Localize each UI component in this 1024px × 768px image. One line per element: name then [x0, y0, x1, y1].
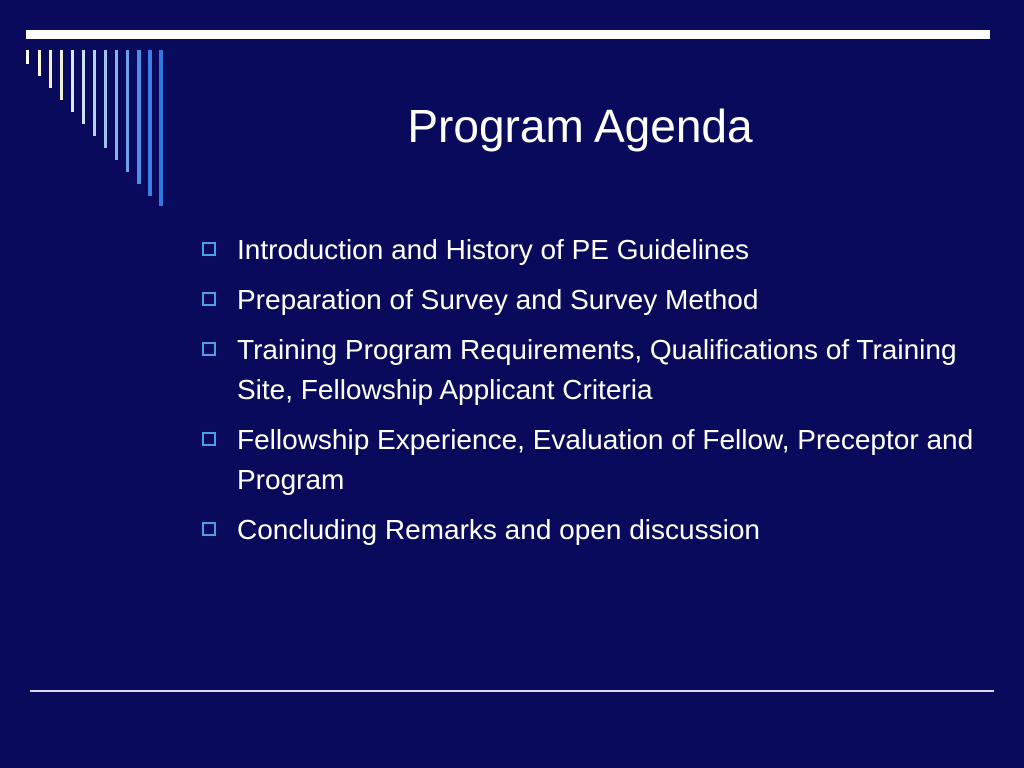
- list-item: [196, 510, 986, 550]
- vertical-stripes-decoration: [0, 0, 200, 220]
- agenda-item-text: Fellowship Experience, Evaluation of Fellow, Preceptor and Program: [237, 424, 974, 495]
- stripe: [104, 50, 107, 148]
- list-item: [196, 420, 986, 500]
- stripe: [71, 50, 74, 112]
- agenda-item-text: Preparation of Survey and Survey Method: [237, 284, 759, 315]
- hollow-square-icon: [202, 432, 216, 446]
- stripe: [148, 50, 152, 196]
- agenda-list: [196, 230, 986, 560]
- hollow-square-icon: [202, 522, 216, 536]
- stripe: [49, 50, 52, 88]
- slide-title: Program Agenda: [407, 100, 753, 152]
- hollow-square-icon: [202, 292, 216, 306]
- agenda-item-text: Introduction and History of PE Guidelines: [237, 234, 750, 265]
- stripe: [60, 50, 63, 100]
- list-item: [196, 330, 986, 410]
- stripe: [126, 50, 129, 172]
- bottom-rule: [30, 690, 994, 692]
- agenda-item-text: Concluding Remarks and open discussion: [237, 514, 760, 545]
- agenda-item-text: Training Program Requirements, Qualifications of Training Site, Fellowship Applicant Criteria: [237, 334, 957, 405]
- stripe: [26, 50, 29, 64]
- stripe: [38, 50, 41, 76]
- stripe: [93, 50, 96, 136]
- stripe: [115, 50, 118, 160]
- stripe: [159, 50, 163, 206]
- stripe: [137, 50, 141, 184]
- hollow-square-icon: [202, 342, 216, 356]
- hollow-square-icon: [202, 242, 216, 256]
- stripe: [82, 50, 85, 124]
- list-item: [196, 230, 986, 270]
- list-item: [196, 280, 986, 320]
